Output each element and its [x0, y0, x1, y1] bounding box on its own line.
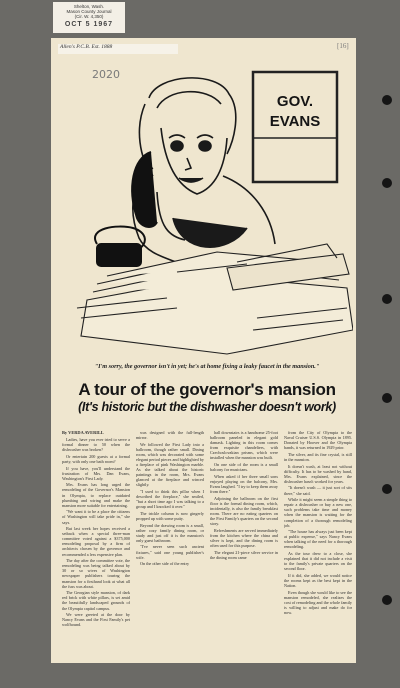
punch-hole [382, 178, 392, 188]
paragraph: While it might seem a simple thing to repair a dishwasher or buy a new one, such problems take time and money when the mansion is waiting for the completion of a thorough remodeling job. [284, 497, 352, 528]
paragraph: On the other side of the entry [140, 561, 190, 567]
paragraph: Refreshments are served immediately from the kitchen where the china and silver is kept, and the dining room is often used for this purpose. [210, 527, 278, 548]
article-column-4 [284, 430, 352, 660]
article-column-3 [210, 430, 278, 660]
paragraph: Beyond the drawing room is a small, rather cozy family dining room, or study and just off it is the mansion's only guest bathroom. [136, 522, 204, 543]
newspaper-stamp [53, 2, 125, 33]
pencil-note: 2020 [92, 68, 120, 81]
punch-hole [382, 484, 392, 494]
paragraph: On one side of the room is a small balcony for musicians. [210, 462, 278, 473]
paragraph: "I've never seen such ancient fixtures," said one young publisher's wife. [136, 544, 204, 560]
punch-hole [382, 595, 392, 605]
sign-line2: EVANS [269, 113, 321, 130]
stamp-city: Shelton, Wash. [73, 4, 105, 9]
paragraph: "I used to think this pillar when I described the fireplace," she smiled, "but a short time ago I was talking to a group and I knocked it over." [136, 489, 204, 510]
sign-line1: GOV. [276, 93, 314, 110]
paragraph: Ladies, have you ever tried to serve a formal dinner to 50 when the dishwasher was broken? [62, 437, 130, 453]
stamp-paper: Mason County Journal [66, 9, 112, 15]
paragraph: Or entertain 200 guests at a formal party, with only one bath room? [62, 453, 130, 464]
paragraph: Adjoining the ballroom on the first floor is the formal dining room, which, incidentally, is also the family breakfast room. There are no eating quarters on the First Family's quarters on the second story. [210, 495, 278, 527]
paragraph: The Georgian style mansion, of dark red brick with white pillars, is set amid the beautifully landscaped grounds of the Olympia capitol campus. [62, 590, 130, 611]
cartoon-caption: "I'm sorry, the governor isn't in yet; he's at home fixing a leaky faucet in the mansion." [94, 363, 320, 370]
paragraph: from the City of Olympia to the Naval Cruiser U.S.S. Olympia in 1895. Donated by Hoover and the Olympia bands, it was returned in 1929 prior. [284, 430, 352, 451]
cartoon-illustration [57, 68, 353, 360]
stamp-circulation: (Cir. W. 4,350) [74, 14, 104, 20]
article-body [62, 430, 352, 660]
paragraph: But last week her hopes received a setback when a special three-man committee voted against a $375,000 remodeling proposal by a firm of architects chosen by the governor and recommended a less expensive plan. [62, 526, 130, 557]
article-column-2 [136, 430, 204, 660]
paragraph: If you have, you'll understand the frustration of Mrs. Dan Evans, Washington's First Lady. [62, 465, 130, 481]
paragraph: The day after the committee vote, the remodeling was being talked about by 30 or so wives of Washington newspaper publishers touring the mansion for a firsthand look at what all the fuss was about. [62, 558, 130, 589]
paragraph: It doesn't wash, at least not without difficulty. It has to be washed by hand, Mrs. Evans explained, since the dishwasher hasn't worked for years. [284, 463, 352, 484]
corner-mark: [16] [337, 42, 349, 50]
article-column-1 [62, 430, 130, 660]
article-subhead: (It's historic but the dishwasher doesn't work) [78, 400, 336, 414]
clipping-service-label: Allen's P.C.B. Est. 1888 [58, 44, 178, 54]
paragraph: The silver, and its fine crystal, is still in the mansion. [284, 451, 352, 462]
paragraph: "We want it to be a place the citizens of Washington will take pride in," she says. [62, 509, 130, 525]
paragraph: When asked if her three small sons enjoyed playing on the balcony, Mrs. Evans laughed. "I try to keep them away from there." [210, 473, 278, 495]
window-sign [253, 72, 337, 182]
stamp-date: OCT 5 1967 [64, 20, 114, 28]
paragraph: was designed with the full-length mirror. [136, 430, 204, 441]
byline: By VERDA AVERILL [62, 430, 104, 435]
punch-hole [382, 95, 392, 105]
paragraph: "It doesn't wash — it just sort of sits there," she said. [284, 485, 352, 496]
paragraph: The trickle column is now gingerly propped up with some putty. [136, 510, 204, 521]
paragraph: We followed the First Lady into a ballroom, though rather small. Dining room, which was decorated with some elegant period pieces and highlighted by a fireplace of pink Washington marble. As she talked about the historic paintings in the room, Mrs. Evans glanced at the fireplace and winced slightly. [136, 441, 204, 488]
paragraph: Even though she would like to see the mansion remodeled, she realizes the cost of remodeling and the whole family is willing to adjust and make do for now. [284, 589, 352, 616]
paragraph: We were greeted at the door by Nancy Evans and the First Family's pet wolfhound. [62, 612, 130, 628]
article-headline: A tour of the governor's mansion [78, 380, 336, 399]
punch-hole [382, 294, 392, 304]
paragraph: "The house has always just been kept at public expense," says Nancy Evans when talking of the need for a thorough remodeling. [284, 529, 352, 550]
paragraph: hall downstairs is a handsome 25-foot ballroom paneled in elegant gold damask. Lighting in this room comes from exquisite chandeliers, with Czechoslovakian prisms, which were installed when the mansion was built. [210, 430, 278, 461]
paragraph: The elegant 21-piece silver service in the dining room came [210, 549, 278, 560]
paragraph: As the tour drew to a close, she explained that it did not include a visit to the family's private quarters on the second floor. [284, 551, 352, 572]
punch-hole [382, 393, 392, 403]
paragraph: If it did, she added, we would notice the rooms kept as the best kept in the Nation. [284, 572, 352, 589]
paragraph: Mrs. Evans has long urged the remodeling of the Governor's Mansion in Olympia, to replace outdated plumbing and wiring and make the mansion more suitable for entertaining. [62, 482, 130, 508]
